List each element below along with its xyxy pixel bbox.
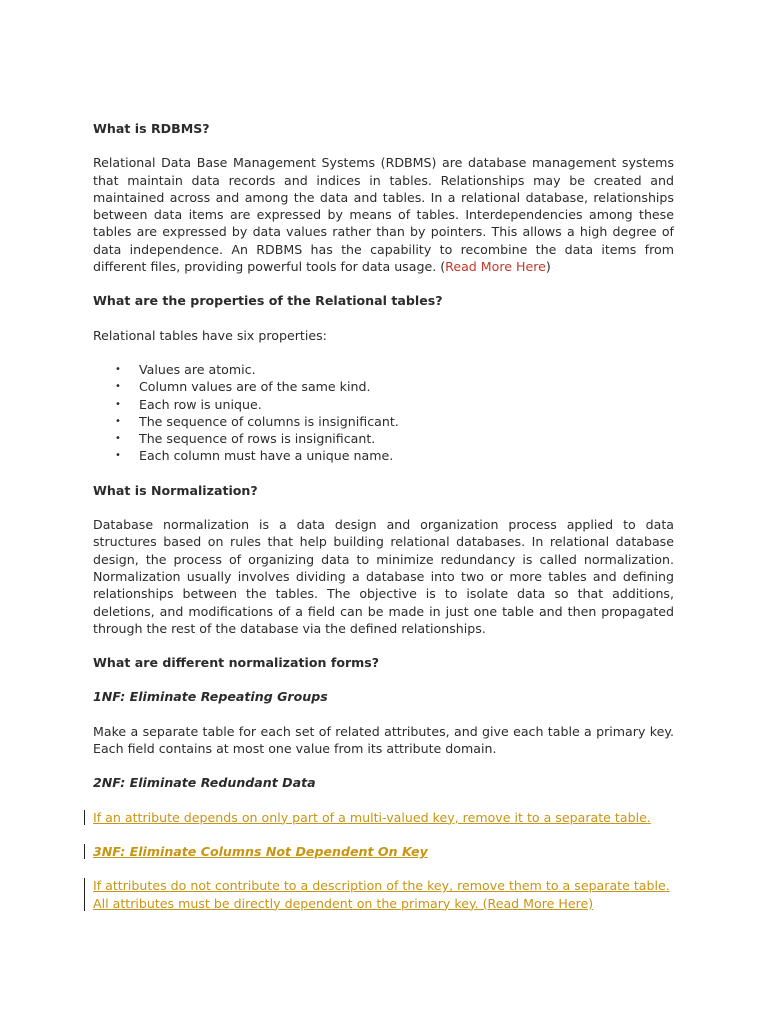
list-item-text: Each column must have a unique name.: [139, 448, 394, 464]
bullet-icon: •: [115, 433, 121, 445]
change-bar: [84, 810, 85, 825]
bullet-icon: •: [115, 398, 121, 410]
list-item: [93, 430, 674, 447]
list-item-text: Values are atomic.: [139, 361, 256, 377]
read-more-link[interactable]: Read More Here: [445, 259, 546, 275]
change-bar: [84, 878, 85, 911]
list-item: [93, 413, 674, 430]
heading-relational-table-properties: What are the properties of the Relational tables?: [93, 293, 443, 309]
nf3-line-1: If attributes do not contribute to a description of the key, remove them to a separate table.: [93, 878, 670, 894]
list-item-text: The sequence of columns is insignificant.: [139, 413, 399, 429]
list-item-text: The sequence of rows is insignificant.: [139, 431, 376, 447]
list-item: [93, 378, 674, 395]
document-page: [93, 120, 674, 929]
change-bar: [84, 844, 85, 859]
properties-intro: Relational tables have six properties:: [93, 327, 327, 343]
rdbms-close-paren: ): [545, 259, 551, 275]
rdbms-paragraph: [93, 154, 674, 275]
heading-what-is-rdbms: What is RDBMS?: [93, 121, 210, 136]
list-item: [93, 396, 674, 413]
heading-1nf: 1NF: Eliminate Repeating Groups: [93, 689, 328, 705]
list-item: [93, 361, 674, 378]
list-item: [93, 447, 674, 464]
nf3-heading-text: 3NF: Eliminate Columns Not Dependent On Key: [93, 843, 428, 859]
nf3-line-2: All attributes must be directly dependent on the primary key. (Read More Here): [93, 895, 594, 911]
list-item-text: Column values are of the same kind.: [139, 379, 371, 395]
list-item-text: Each row is unique.: [139, 396, 262, 412]
heading-normalization-forms: What are different normalization forms?: [93, 655, 380, 671]
rdbms-text: Relational Data Base Management Systems (RDBMS) are database management systems that maintain data records and indices in tables. Relationships may be created and maintained across and among the data and tables. In a relational database, relationships between data items are expressed by means of tables. Interdependencies among these tables are expressed by data values rather than by pointers. This allows a high degree of data independence. An RDBMS has the capability to recombine the data items from different files, providing powerful tools for data usage. (: [93, 155, 674, 275]
bullet-icon: •: [115, 381, 121, 393]
nf3-revised-paragraph: [93, 877, 674, 912]
bullet-icon: •: [115, 450, 121, 462]
bullet-icon: •: [115, 363, 121, 375]
nf1-paragraph: Make a separate table for each set of related attributes, and give each table a primary key. Each field contains at most one value from its attribute domain.: [93, 723, 674, 757]
nf2-revised-paragraph: [93, 809, 674, 826]
properties-list: [93, 361, 674, 465]
nf2-text: If an attribute depends on only part of a multi-valued key, remove it to a separate table.: [93, 809, 651, 825]
normalization-paragraph: Database normalization is a data design and organization process applied to data structures based on rules that help building relational databases. In relational database design, the process of organizing data to minimize redundancy is called normalization. Normalization usually involves dividing a database into two or more tables and defining relationships between the tables. The objective is to isolate data so that additions, deletions, and modifications of a field can be made in just one table and then propagated through the rest of the database via the defined relationships.: [93, 517, 674, 636]
heading-2nf: 2NF: Eliminate Redundant Data: [93, 775, 316, 791]
heading-what-is-normalization: What is Normalization?: [93, 482, 258, 498]
bullet-icon: •: [115, 415, 121, 427]
heading-3nf: [93, 843, 674, 860]
